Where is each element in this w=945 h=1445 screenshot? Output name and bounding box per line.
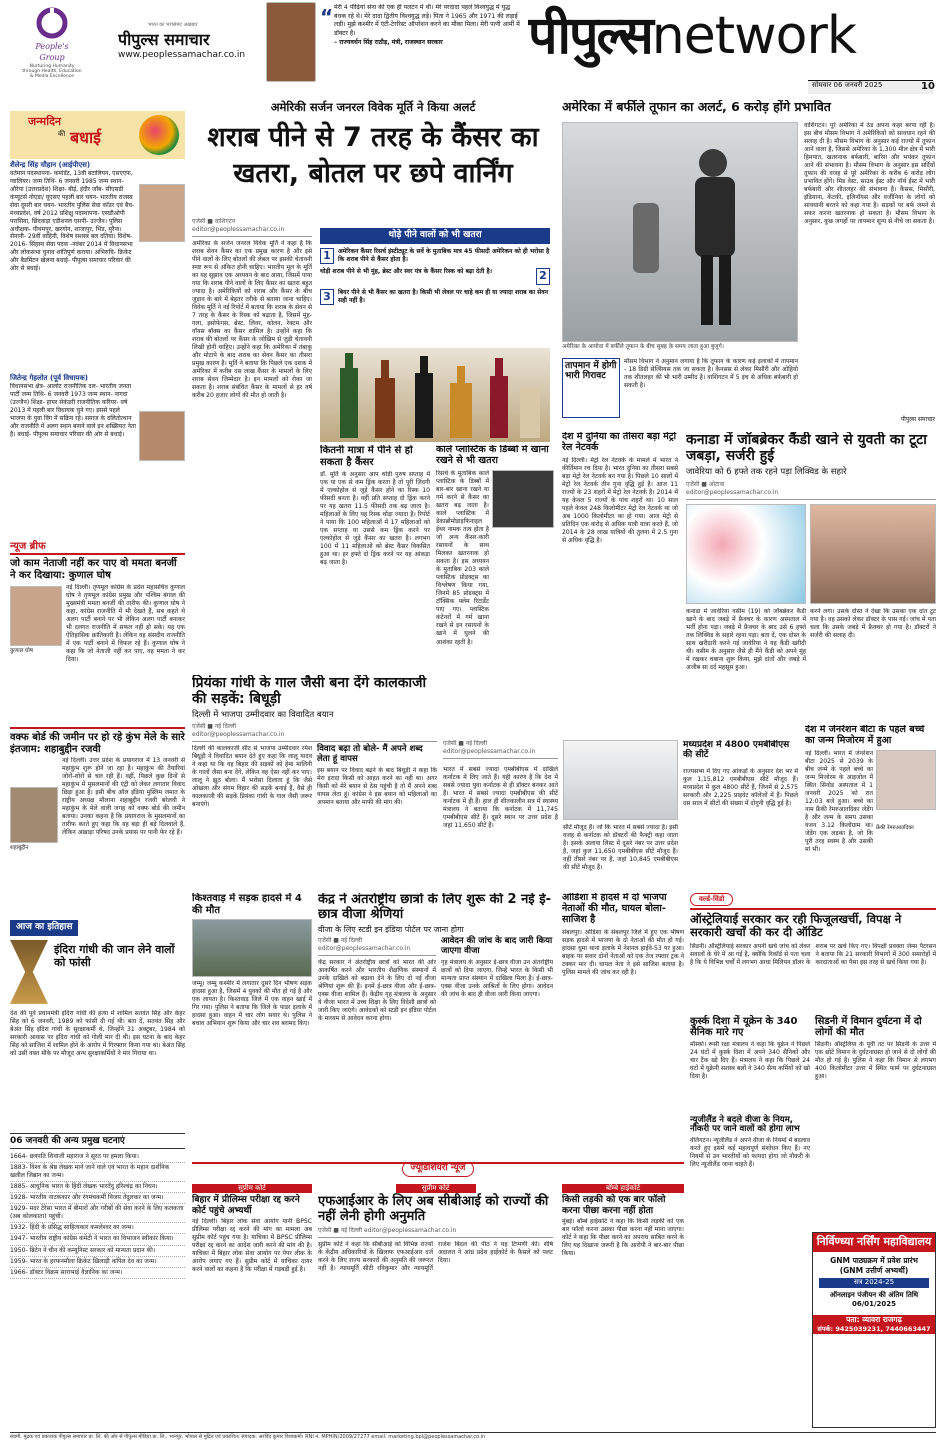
network-hi: पीपुल्स <box>528 6 652 66</box>
ad-phone: संपर्क: 9425039231, 7440663447 <box>813 1325 935 1334</box>
judiciary-label-pill: ज्यूडिशियरी न्यूज <box>402 1162 475 1177</box>
metro-headline: देश में दुनिया का तीसरा बड़ा मेट्रो रेल नेटवर्क <box>562 432 677 453</box>
quote-by: – राज्यवर्धन सिंह राठौड़, मंत्री, राजस्थान सरकार <box>334 38 443 46</box>
odisha-body: संबलपुर। ओडिशा के संबलपुर जिले में हुए एक भीषण सड़क हादसे में भाजपा के दो नेताओं की मौत हो गई। हादसा धुमा थाना इलाके में नेशनल हाईवे-53 पर हुआ। बाइक पर सवार दोनों नेताओं को एक तेज रफ्तार ट्रक ने टक्कर मार दी। घायल नेता ने इसे साजिश बताया है। पुलिस मामले की जांच कर रही है। <box>562 928 684 976</box>
list-item: 1947- भारतीय राष्ट्रीय कांग्रेस कमेटी ने भारत का विभाजन स्वीकार किया। <box>10 1234 185 1245</box>
p2-name: जितेन्द्र गेहलोत (पूर्व विधायक) <box>10 374 88 383</box>
birthday-title <box>10 111 185 159</box>
mizoram-headline: देश में जेनरेशन बीटा के पहले बच्चे का जन्म मिजोरम में हुआ <box>805 725 925 746</box>
sub-headline: कितनी मात्रा में पीने से हो सकता है कैंसर <box>320 445 413 468</box>
p1-photo <box>139 184 185 242</box>
visa-byline: एजेंसी ■ नई दिल्ली editor@peoplessamachar.co.in <box>318 937 436 956</box>
list-item: 1883- विश्व के श्रेष्ठ लेखक माने जाने वाले एवं भारत के महान दार्शनिक खलील जिब्रान का जन्म। <box>10 1163 185 1182</box>
priyanka-headline: प्रियंका गांधी के गाल जैसी बना देंगे कालकाजी की सड़कें: बिधूड़ी <box>192 675 427 708</box>
temperature-aside-title: तापमान में होगी भारी गिरावट <box>562 358 620 418</box>
mizoram-story <box>805 725 936 890</box>
karnataka-body: भारत में सबसे ज्यादा एमबीबीएस में दाखिले कर्नाटक में लिए जाते हैं। यही कारण है कि देश में सबसे ज्यादा युवा कर्नाटक से ही डॉक्टर बनकर आते हैं। भारत में सबसे ज्यादा एमबीबीएस की सीटें कर्नाटक में ही हैं। हाल ही शीतकालीन सत्र में स्वास्थ्य मंत्रालय ने बताया कि कर्नाटक में 11,745 एमबीबीएस सीटें हैं। दूसरे स्थान पर उत्तर प्रदेश है जहां 11,650 सीटें हैं। <box>443 766 558 830</box>
events-list <box>10 1152 185 1278</box>
mizoram-body: नई दिल्ली। भारत में जेनरेशन बीटा 2025 से 2039 के बीच जन्मे के पहले बच्चे का जन्म मिजोरम के आइजोल में स्थित सिनोड अस्पताल में 1 जनवरी 2025 को रात 12:03 बजे हुआ। बच्चे का नाम फ्रैंकी रेमरुआतदिका जेडेंग है और जन्म के समय उसका वजन 3.12 किलोग्राम था। जेडेंग एक लड़का है, जो कि पूरी तरह स्वस्थ है और उसकी मां भी। <box>805 749 873 854</box>
us-storm-body: वाशिंगटन। पूरे अमेरिका में ठंड अपना कहर बरपा रही है। इस बीच मौसम विभाग ने अमेरिकियों को सावधान रहने की सलाह दी है। मौसम विभाग के अनुसार कई राज्यों में तूफान आने वाला है, जिससे अमेरिका के 1,300 मील क्षेत्र में भारी हिमपात, खतरनाक बर्फबारी, बारिश और भयंकर तूफान आने की संभावना है। मौसम विभाग के अनुसार इस सर्दियों तूफान की वजह से पूरे अमेरिका के करीब 6 करोड़ लोग प्रभावित होंगे। मिड वेस्ट, साउथ ईस्ट और नॉर्थ ईस्ट में भारी बर्फबारी और शीतलहर की संभावना है। कैंसस, मिसौरी, इंडियाना, केंटकी, इलिनॉयस और वर्जीनिया के लोगों को सावधानी बरतने को कहा गया है। सड़कों पर बर्फ जमने से सफर करना खतरनाक हो सकता है। मौसम विभाग के अनुसार, कुछ जगहों पर तापमान शून्य से नीचे जा सकता है। <box>804 122 935 226</box>
group-emblem-icon <box>35 6 69 40</box>
odisha-story <box>562 893 684 1158</box>
list-item: 1929- मदर टेरेसा भारत में बीमारों और गरीबों की सेवा करने के लिए कलकत्ता (अब कोलकाता) पहुंचीं। <box>10 1204 185 1223</box>
metro-story <box>562 432 678 737</box>
priyanka-side-body: इस बयान पर विवाद बढ़ने के बाद बिधूड़ी ने कहा कि मेरा इरादा किसी को आहत करने का नहीं था। अगर किसी को मेरे बयान से ठेस पहुंची है तो मैं अपने शब्द वापस लेता हूं। कांग्रेस ने इस बयान को महिलाओं का अपमान बताया और माफी की मांग की। <box>317 766 437 806</box>
quote-text: मेरी 4 पीढ़ियां सेना की एक ही पलटन में थीं। मेरे परदादा पहले विश्वयुद्ध में युद्ध बंधक रहे थे। मेरे दादा द्वितीय विश्वयुद्ध लड़े। पिता ने 1965 और 1971 की लड़ाई लड़ी। मुझे कश्मीर में एंटी-टेररिस्ट ऑपरेशन करने का मौका मिला। मेरी पत्नी आर्मी में डॉक्टर है। <box>334 4 520 38</box>
judiciary-label <box>192 1162 684 1180</box>
sc2-byline: एजेंसी ■ नई दिल्ली editor@peoplessamachar.co.in <box>318 1227 553 1238</box>
lead-body: अमेरिका के सर्जन जनरल विवेक मूर्ति ने कहा है कि शराब सेवन कैंसर का एक प्रमुख कारण है और इसे पीने वालों के लिए बोतलों की लेबल पर इसकी चेतावनी स्पष्ट रूप से अंकित होनी चाहिए। भारतीय मूल के मूर्ति का यह सुझाव एक अध्ययन के बाद आया, जिसमें पाया गया कि शराब पीने वालों के लिए कैंसर का खतरा बहुत ज्यादा है। अमेरिकियों को शराब और कैंसर के बीच जुड़ाव के बारे में बेहतर तरीके से बताया जाना चाहिए। विवेक मूर्ति ने नई रिपोर्ट में बताया कि शराब के सेवन से 7 तरह के कैंसर के रिस्क को बढ़ाता है, जिसमें मुंह-गला, इसोफेगस, ब्रेस्ट, लिवर, कोलन, रेक्टम और वॉयस बॉक्स का कैंसर शामिल है। उन्होंने कहा कि शराब की बोतलों पर कैंसर के जोखिम से जुड़ी चेतावनी लिखी होनी चाहिए। उन्होंने कहा कि अमेरिका में तंबाकू और मोटापे के बाद शराब का सेवन कैंसर का तीसरा प्रमुख कारण है। मूर्ति ने बताया कि पिछले एक दशक में अमेरिका में करीब दस लाख कैंसर के मामलों के लिए शराब सेवन जिम्मेदार है। इन मामलों को रोका जा सकता है। शराब संबंधित कैंसर के मामलों से हर वर्ष करीब 20 हजार लोगों की मौत हो जाती है। <box>192 239 312 400</box>
judiciary-hc <box>562 1184 684 1428</box>
nursing-college-ad[interactable] <box>812 1232 936 1428</box>
sc2-body: सुप्रीम कोर्ट ने कहा कि सीबीआई को विभिन्न राज्यों के केंद्रीय अधिकारियों के खिलाफ एफआईआर दर्ज करने के लिए राज्य सरकारों की अनुमति की जरूरत नहीं है। न्यायमूर्ति सीटी रविकुमार और न्यायमूर्ति राजेश बिंदल की पीठ ने यह टिप्पणी की। शीर्ष अदालत ने आंध्र प्रदेश हाईकोर्ट के फैसले को पलट दिया। <box>318 1241 553 1273</box>
sc2-headline: एफआईआर के लिए अब सीबीआई को राज्यों की नहीं लेनी होगी अनुमति <box>318 1194 549 1225</box>
baby-photo <box>876 750 936 810</box>
us-storm-headline: अमेरिका में बर्फीले तूफान का अलर्ट, 6 करोड़ होंगे प्रभावित <box>562 100 831 114</box>
brief-2-photo <box>10 787 58 843</box>
canada-side-body: करने लगा। उसके दोस्त ने देखा कि उसका एक दांत टूट गया है। वह उसको लेकर डॉक्टर के पास गई। जांच में पता चला कि उसके जबड़े में फ्रैक्चर हो गया है। डॉक्टरों ने सर्जरी की सलाह दी। <box>810 608 936 640</box>
karnataka-story <box>443 740 798 890</box>
sub-body: डॉ. मूर्ति के अनुसार आप थोड़ी पुरुष सप्ताह में एक या एक से कम ड्रिंक करता है तो पूरी ज़िंदगी में एल्कोहोल से जुड़े कैंसर होने का रिस्क 10 फीसदी बनता है। वहीं प्रति सप्ताह दो ड्रिंक करने पर यह खतरा 11.5 फीसदी तक बढ़ जाता है। महिलाओं के लिए यह रिस्क थोड़ा ज्यादा है। रिपोर्ट ने पाया कि 100 महिलाओं में 17 महिलाओं को एक सप्ताह या उससे कम ड्रिंक करने पर एल्कोहोल से जुड़े कैंसर का खतरा है। लगभग 100 में 11 महिलाओं को ब्रेस्ट कैंसर विकसित हुआ था। हर हफ्ते दो ड्रिंक करने पर यह आंकड़ा बढ़ जाता है। <box>320 471 430 567</box>
minister-photo <box>266 2 316 82</box>
visa-story <box>318 893 553 1158</box>
mp-seats-body: राज्यसभा में दिए गए आंकड़ों के अनुसार देश भर में कुल 1,15,812 एमबीबीएस सीटें मौजूद हैं। मध्यप्रदेश में कुल 4800 सीटें हैं, जिनमें से 2,575 सरकारी और 2,225 प्राइवेट कॉलेजों में हैं। पिछले दस साल में सीटों की संख्या में दोगुनी वृद्धि हुई है। <box>683 768 798 808</box>
judiciary-sc1 <box>192 1184 312 1428</box>
world-label-pill: वर्ल्ड-विंडो <box>690 893 733 906</box>
kishtwar-photo <box>192 919 312 977</box>
canada-body: कनाडा में जावेरिया वसीम (19) को जॉबब्रेकर कैंडी खाने के बाद जबड़े में फ्रैक्चर के कारण अस्पताल में भर्ती होना पड़ा। जबड़े में फ्रैक्चर के बाद उसे 6 हफ्ते तक लिक्विड के सहारे रहना पड़ा। बता दें, एक दोस्त के साथ खरीदारी करने गई जावेरिया ने यह कैंडी खरीदी थी। वसीम के अनुसार जैसे ही मैंने कैंडी को अपने मुंह में रखकर चबाना शुरू किया, मुझे दांतों और जबड़े में अजीब सा दर्द महसूस हुआ। <box>686 608 806 672</box>
plastic-body: रिसर्च के मुताबिक काले प्लास्टिक के डिब्बों में बार-बार खाना रखने या गर्म करने से कैंसर का खतरा बढ़ जाता है। काले प्लास्टिक में डेकाब्रोमोडाइफिनाइल ईथर नामक तत्व होता है जो अन्य कैंसर-कारी रसायनों के साथ मिलकर खतरनाक हो सकता है। इस अध्ययन के मुताबिक 203 काले प्लास्टिक प्रोडक्ट्स का विश्लेषण किया गया, जिनमें 85 प्रोडक्ट्स में टॉक्सिक फ्लेम रिटार्डेंट पाए गए। प्लास्टिक कंटेनरों में गर्म खाना रखने से इन रसायनों के खाने में घुलने की आशंका रहती है। <box>436 469 489 646</box>
list-item: 1928- भारतीय नाटककार और रंगमंचकर्मी विजय तेंदुलकर का जन्म। <box>10 1193 185 1204</box>
history-label: आज का इतिहास <box>10 920 78 936</box>
brief-1-photo <box>10 586 62 646</box>
sc1-label: सुप्रीम कोर्ट <box>192 1184 312 1193</box>
brief-2-photo-caption: शहाबुद्दीन <box>10 845 29 852</box>
p1-name: शैलेन्द्र सिंह चौहान (आईपीएस) <box>10 161 91 169</box>
priyanka-byline: एजेंसी ■ नई दिल्ली editor@peoplessamachar.co.in <box>192 723 437 742</box>
birthday-title-top: जन्मदिन <box>28 115 62 128</box>
sc2-label: सुप्रीम कोर्ट <box>396 1184 476 1193</box>
date-bar <box>808 80 933 94</box>
list-item: 1664- छत्रपति शिवाजी महाराज ने सूरत पर हमला किया। <box>10 1152 185 1163</box>
p1-details: वर्तमान पदस्थापना- कमांडेंट, 13वीं बटालियन, एसएएफ, ग्वालियर। जन्म तिथि- 6 जनवरी 1985 जन्म स्थान- औरेया (उत्तरप्रदेश) शिक्षा- बीई, इंदौर जॉब- सीएसडी कंप्यूटर्स नोएडा/ यूएसए पहली बार चयन- भारतीय राजस्व सेवा दूसरी बार चयन- भारतीय पुलिस सेवा कॉडर एवं बैच-मध्यप्रदेश, वर्ष 2012 प्रशिक्षु पदस्थापना- एसडीओपी परासिया, छिंदवाड़ा एडीशनल एसपी- उज्जैन। पुलिस अधीक्षक- पीथमपुर, खरगोन, शाजापुर, भिंड, मुरैना। सेनानी- 29वीं वाहिनी, विशेष सशस्त्र बल दतिया। विशेष- 2016- सिंहस्थ सेवा पदक -नवंबर 2014 में विधानसभा और लोकसभा चुनाव शांतिपूर्ण कराया। अभिरुचि- क्रिकेट और बैडमिंटन खेलना बधाई- पीपुल्स समाचार परिवार की ओर से बधाई। <box>10 170 135 273</box>
kursk-headline: कुर्स्क दिशा में यूक्रेन के 340 सैनिक मारे गए <box>690 1015 798 1039</box>
other-events-title: 06 जनवरी की अन्य प्रमुख घटनाएं <box>10 1133 185 1149</box>
paper-pre: भारत का भरोसेमंद अख़बार <box>148 22 198 28</box>
p2-details: विधानसभा क्षेत्र- आलोट राजनीतिक दल- भारतीय जनता पार्टी जन्म तिथि- 6 जनवरी 1973 जन्म स्थान- नागदा (उज्जैन) शिक्षा- हायर सेकंडरी राजनीतिक करियर- वर्ष 2013 में पहली बार विधायक चुने गए। इससे पहले भाजपा के युवा विंग में सक्रिय रहे। समाज के दलितोत्थान और राजनीति में अलग स्थान बनाने वाले इन शख्सियत नेता है। बधाई- पीपुल्स समाचार परिवार की ओर से बधाई। <box>10 383 136 438</box>
list-item: 1932- हिंदी के प्रसिद्ध साहित्यकार कमलेश्वर का जन्म। <box>10 1223 185 1234</box>
hc-headline: किसी लड़की को एक बार फॉलो करना पीछा करना नहीं होता <box>562 1195 666 1216</box>
ad-address: पता: व्यावरा राजगढ़ <box>813 1315 935 1325</box>
visa-subhead: वीजा के लिए स्टडी इन इंडिया पोर्टल पर जाना होगा <box>318 924 464 934</box>
lead-byline: एजेंसी ■ वाशिंगटन editor@peoplessamachar.co.in <box>192 218 312 237</box>
peoples-group-logo <box>22 6 82 94</box>
lead-kicker: अमेरिकी सर्जन जनरल विवेक मूर्ति ने किया अलर्ट <box>270 100 476 114</box>
ad-line4: ऑनलाइन पंजीयन की अंतिम तिथि 06/01/2025 <box>829 1290 919 1308</box>
birthday-title-sub: की <box>58 130 66 138</box>
list-item: 1966- डॉक्टर विक्रम साराभाई वैज्ञानिक का जन्म। <box>10 1268 185 1279</box>
p2-photo <box>139 411 185 461</box>
us-storm-credit: पीपुल्स समाचार <box>900 416 935 423</box>
list-item: 1885- आधुनिक भारत के हिंदी लेखक भारतेंदु हरिश्चंद्र का निधन। <box>10 1182 185 1193</box>
nz-headline: न्यूजीलैंड ने बदले वीजा के नियम, नौकरी पर जाने वालों को होगा लाभ <box>690 1114 800 1135</box>
kishtwar-headline: किश्तवाड़ में सड़क हादसे में 4 की मौत <box>192 893 302 916</box>
quote-block <box>320 4 520 92</box>
pointer-title: थोड़े पीने वालों को भी खतरा <box>320 228 550 244</box>
stethoscope-photo <box>563 740 678 820</box>
nz-body: वेलिंगटन। न्यूजीलैंड ने अपने वीजा के नियमों में बदलाव करते हुए इसमें कई महत्वपूर्ण संशोधन किए हैं। नए नियमों से उन भारतीयों को फायदा होगा जो नौकरी के लिए न्यूजीलैंड जाना चाहते हैं। <box>690 1137 810 1169</box>
sc1-body: नई दिल्ली। बिहार लोक सेवा आयोग यानी BPSC प्रीलिम्स परीक्षा रद्द करने की मांग का मामला अब सुप्रीम कोर्ट पहुंच गया है। याचिका में BPSC प्रीलिम्स परीक्षा रद्द करने का आदेश जारी करने की मांग की है। याचिका में बिहार लोक सेवा आयोग पर पेपर लीक के आरोप लगाए गए हैं। सुप्रीम कोर्ट में याचिका दायर करने वालों का कहना है कि परीक्षा में गड़बड़ी हुई है। <box>192 1217 312 1274</box>
world-window-section <box>690 893 936 1228</box>
hc-label: बॉम्बे हाईकोर्ट <box>562 1184 684 1193</box>
sydney-body: सिडनी। ऑस्ट्रेलिया के पूर्वी तट पर सिडनी के उत्तर में एक छोटे विमान के दुर्घटनाग्रस्त हो जाने से दो लोगों की मौत हो गई है। पुलिस ने कहा कि विमान से लगभग 400 किलोमीटर उत्तर में स्थित फार्म पर दुर्घटनाग्रस्त हुआ। <box>815 1040 936 1080</box>
aus-headline: ऑस्ट्रेलियाई सरकार कर रही फिजूलखर्ची, विपक्ष ने सरकारी खर्चों की कर दी ऑडिट <box>690 912 902 940</box>
canada-byline: एजेंसी ■ ओटावा editor@peoplessamachar.co.in <box>686 481 936 500</box>
plastic-headline: काले प्लास्टिक के डिब्बों में खाना रखने से भी खतरा <box>436 445 549 466</box>
visa-side-headline: आवेदन की जांच के बाद जारी किया जाएगा वीजा <box>441 936 553 957</box>
snow-walker-icon <box>563 123 799 343</box>
us-storm-story <box>562 100 935 430</box>
visa-side-body: गृह मंत्रालय के अनुसार ई-छात्र वीजा उन अंतर्राष्ट्रीय छात्रों को दिया जाएगा, जिन्हें भारत के किसी भी मान्यता प्राप्त संस्थान में दाखिला मिला है। ई-छात्र-एक्स वीजा उनके आश्रितों के लिए होगा। आवेदन की जांच के बाद ही वीजा जारी किया जाएगा। <box>441 958 553 999</box>
network-en: network <box>651 6 856 66</box>
pointer-num-1: 1 <box>320 248 334 265</box>
kursk-body: मॉस्को। रूसी रक्षा मंत्रालय ने कहा कि यूक्रेन ने पिछले 24 घंटों में कुर्स्क दिशा में अपने 340 सैनिकों और चार टैंक खो दिए हैं। मंत्रालय ने कहा कि पिछले 24 घंटों में यूक्रेनी सशस्त्र बलों ने 340 सैन्य कर्मियों को खो दिया है। <box>690 1040 810 1080</box>
issue-date: सोमवार 06 जनवरी 2025 <box>812 81 883 89</box>
brief-1-body: नई दिल्ली। तृणमूल कांग्रेस के प्रदेश महासचिव कुणाल घोष ने तृणमूल कांग्रेस प्रमुख और पश्चिम बंगाल की मुख्यमंत्री ममता बनर्जी की तारीफ की। कुणाल घोष ने कहा, कांग्रेस राजनीति में भी देखते हैं, सब कहते थे अलग पार्टी बनाने पर भी लेकिन अलग पार्टी बनाकर भी दलगत राजनीति में सफल नहीं हो सके। यह एक ऐतिहासिक क्रांतिकारी है। लेकिन वह संसदीय राजनीति में एक पार्टी बनाने में विफल रहे हैं। कुणाल घोष ने कहा कि जो नेताजी नहीं कर पाए, वह ममता ने कर दिया। <box>66 584 185 664</box>
pointer-num-2: 2 <box>536 268 550 285</box>
priyanka-story <box>192 675 437 890</box>
kishtwar-body: जम्मू। जम्मू कश्मीर में लगातार दूसरे दिन भीषण सड़क हादसा हुआ है, जिसमें 4 युवकों की मौत हो गई है और एक लापता है। किश्तवाड़ जिले में एक वाहन खाई में गिर गया। पुलिस ने बताया कि जिले के पाडर इलाके में हादसा हुआ। वाहन में चार लोग सवार थे। पुलिस ने बचाव अभियान शुरू किया और चार शव बरामद किए। <box>192 980 312 1028</box>
priyanka-body: दिल्ली की कालकाजी सीट से भाजपा उम्मीदवार रमेश बिधूड़ी ने विवादित बयान देते हुए कहा कि लालू यादव ने कहा था कि वह बिहार की सड़कों को हेमा मालिनी के गालों जैसा बना देंगे, लेकिन वह ऐसा नहीं कर पाए। लालू ने झूठ बोला। मैं भरोसा दिलाता हूं कि जैसे ओखला और संगम विहार की सड़कें बनाई हैं, वैसे ही कालकाजी की सड़कें प्रियंका गांधी के गाल जैसी जरूर बनाएंगे। <box>192 745 312 809</box>
news-brief-label: न्यूज ब्रीफ <box>10 540 185 555</box>
paper-name: पीपुल्स समाचार <box>118 29 210 49</box>
paper-title-block <box>118 22 268 72</box>
sub-story-quantity <box>320 445 430 673</box>
network-logo <box>528 2 943 92</box>
canada-story <box>686 432 936 722</box>
visa-body: केंद्र सरकार ने अंतर्राष्ट्रीय छात्रों को भारत की ओर आकर्षित करने और भारतीय शैक्षणिक संस्थानों में उनके दाखिले को बढ़ावा देने के लिए दो नई वीजा श्रेणियां शुरू की हैं। इनमें ई-छात्र वीजा और ई-छात्र-एक्स वीजा शामिल हैं। केंद्रीय गृह मंत्रालय के अनुसार ये वीजा भारत में उच्च शिक्षा के लिए विदेशी छात्रों को जारी किए जाएंगे। आवेदकों को स्टडी इन इंडिया पोर्टल के माध्यम से आवेदन करना होगा। <box>318 959 436 1023</box>
group-name: People's Group <box>35 42 69 62</box>
pointer-1: अमेरिकन कैंसर रिसर्च इंस्टीट्यूट के सर्वे के मुताबिक मात्र 45 फीसदी अमेरिकन को ही भरोसा है कि शराब पीने से कैंसर होता है। <box>338 247 550 263</box>
list-item: 1959- भारत के हरफनमौला क्रिकेट खिलाड़ी कपिल देव का जन्म। <box>10 1257 185 1268</box>
metro-body: नई दिल्ली। मेट्रो रेल नेटवर्क के मामले में भारत ने कीर्तिमान रच दिया है। भारत दुनिया का तीसरा सबसे बड़ा मेट्रो रेल नेटवर्क बन गया है। पिछले 10 सालों में मेट्रो रेल नेटवर्क तीन गुना वृद्धि हुई है। आज 11 राज्यों के 23 शहरों में मेट्रो रेल नेटवर्क है। 2014 में यह केवल 5 राज्यों के पांच शहरों था। 10 साल पहले केवल 248 किलोमीटर मेट्रो रेल नेटवर्क था जो अब 1000 किलोमीटर का हो गया। आज मेट्रो से प्रतिदिन एक करोड़ से अधिक यात्री यात्रा करते हैं, जो 2014 के 28 लाख यात्रियों की तुलना में 2.5 गुना से अधिक वृद्धि है। <box>562 456 678 545</box>
website-link[interactable]: www.peoplessamachar.co.in <box>118 49 246 60</box>
history-section <box>10 920 185 1428</box>
judiciary-sc2 <box>318 1184 553 1428</box>
ad-line2: (GNM उत्तीर्ण अभ्यर्थी) <box>839 1265 909 1275</box>
ad-line1: GNM पाठ्यक्रम में प्रवेश प्रारंभ <box>830 1255 918 1265</box>
hc-body: मुंबई। बॉम्बे हाईकोर्ट ने कहा कि किसी लड़की को एक बार फॉलो करना उसका पीछा करना नहीं माना जाएगा। कोर्ट ने कहा कि पीछा करने का अपराध साबित करने के लिए यह दिखाना जरूरी है कि आरोपी ने बार-बार पीछा किया। <box>562 1217 684 1258</box>
priyanka-subhead: दिल्ली में भाजपा उम्मीदवार का विवादित बयान <box>192 710 334 721</box>
ad-title: निर्विण्ध्या नर्सिंग महाविद्यालय <box>813 1233 935 1252</box>
plastic-story <box>436 445 554 673</box>
canada-photo-candy <box>686 504 806 604</box>
pointer-num-3: 3 <box>320 289 334 306</box>
canada-headline: कनाडा में जॉबब्रेकर कैंडी खाने से युवती का टूटा जबड़ा, सर्जरी हुई <box>686 432 927 465</box>
kishtwar-story <box>192 893 312 1155</box>
pointer-2: थोड़ी शराब पीने से भी मुंह, ब्रेस्ट और स्वर यंत्र के कैंसर रिस्क को बढ़ा देती है। <box>320 268 493 276</box>
pointer-3: बियर पीने से भी कैंसर का खतरा है। किसी भी लेवल पर चाहे कम ही या ज्यादा शराब का सेवन सही नहीं है। <box>338 288 549 304</box>
canada-photo-girl <box>810 504 936 604</box>
imprint-footer: स्वामी, मुद्रक एवं प्रकाशक पीपुल्स समाचार प्रा. लि. की ओर से पीपुल्स मीडिया प्रा. लि., भानपुर, भोपाल से मुद्रित एवं प्रकाशित। संपादक: अरविंद कुमार विश्वकर्मा। RNI नं. MPHIN/2009/27277 email: marketing.bpl@peoplessamachar.co.in <box>10 1432 936 1443</box>
odisha-headline: ओडिशा में हादसे में दो भाजपा नेताओं की मौत, घायल बोला- साजिश है <box>562 893 667 925</box>
birthday-title-main: बधाई <box>70 128 101 147</box>
news-brief-section <box>10 540 185 915</box>
masthead <box>0 0 945 97</box>
priyanka-side-headline: विवाद बढ़ा तो बोले- मैं अपने शब्द लेता हूं वापस <box>317 744 423 764</box>
page-number: 10 <box>921 81 935 92</box>
brief-2-headline: वक्फ बोर्ड की जमीन पर हो रहे कुंभ मेले के सारे इंतजाम: शहाबुद्दीन रजवी <box>10 732 185 755</box>
pointer-box <box>320 228 550 348</box>
sc1-headline: बिहार में प्रीलिम्स परीक्षा रद्द करने कोर्ट पहुंचे अभ्यर्थी <box>192 1195 300 1216</box>
ad-line3: सत्र 2024-25 <box>819 1278 929 1287</box>
flower-bouquet-icon <box>139 115 179 155</box>
baby-photo-caption: फ्रेंकी रेमरुआतदिका <box>876 825 914 831</box>
canada-subhead: जावेरिया को 6 हफ्ते तक रहने पड़ा लिक्विड के सहारे <box>686 467 847 478</box>
history-body: देश की पूर्व प्रधानमंत्री इंदिरा गांधी की हत्या में शामिल सतवंत सिंह और केहर सिंह को 6 जनवरी, 1989 को फांसी दी गई थी। बता दें, सतवंत सिंह और बेअंत सिंह इंदिरा गांधी के सुरक्षाकर्मी थे, जिन्होंने 31 अक्टूबर, 1984 को सरकारी आवास पर इंदिरा गांधी को गोली मार दी थी। इस घटना के बाद केहर सिंह को साजिश में शामिल होने के आरोप में गिरफ्तार किया गया था। बेअंत सिंह को उसी वक्त मौके पर मौजूद अन्य सुरक्षाकर्मियों ने मार गिराया था। <box>10 1009 185 1058</box>
brief-1-photo-caption: कुणाल घोष <box>10 648 33 655</box>
lead-story-text <box>192 218 312 558</box>
karnataka-byline: एजेंसी ■ नई दिल्ली editor@peoplessamachar.co.in <box>443 740 558 759</box>
world-label <box>690 893 936 910</box>
divider <box>10 727 185 729</box>
plastic-photo <box>492 470 554 528</box>
list-item: 1950- ब्रिटेन ने चीन की कम्युनिस्ट सरकार को मान्यता प्रदान की। <box>10 1246 185 1257</box>
brief-2-body: नई दिल्ली। उत्तर प्रदेश के प्रयागराज में 13 जनवरी से महाकुंभ शुरू होने जा रहा है। महाकुंभ की तैयारियां जोरों-शोरों से चल रही हैं। वहीं, पिछले कुछ दिनों से महाकुंभ में मुसलमानों की एंट्री को लेकर लगातार विवाद छिड़ा हुआ है। इसी बीच ऑल इंडिया मुस्लिम जमात के राष्ट्रीय अध्यक्ष मौलाना शहाबुद्दीन रजवी बरेलवी ने महाकुंभ के मेले वाली जगह को वक्फ बोर्ड की जमीन बताया। उनका कहना है कि प्रयागराज के मुसलमानों का तारीफ करते हुए कहा कि यह बड़ा ही बड़े दिलवाले हैं, लेकिन अखाड़ा परिषद उनके प्रयास पर पानी फेर रहे हैं। <box>62 757 185 837</box>
quote-mark-icon: “ <box>320 5 334 29</box>
hourglass-icon <box>10 940 48 1004</box>
lead-headline: शराब पीने से 7 तरह के कैंसर का खतरा, बोतल पर छपे वार्निंग <box>207 122 539 190</box>
history-headline: इंदिरा गांधी की जान लेने वालों को फांसी <box>54 942 175 969</box>
us-storm-photo-caption: अमेरिका के आयोवा में बर्फीले तूफान के बीच सुबह के समय जाता हुआ बुजुर्ग। <box>562 344 724 350</box>
bottles-illustration-icon <box>320 348 550 442</box>
aus-body: सिडनी। ऑस्ट्रेलियाई सरकार अपनी खर्च जांच को लेकर सवालों के घेरे में आ गई है, क्योंकि रिकॉर्ड से पता चला है कि ये विभिन्न चर्चों में लगभग आधा मिलियन डॉलर के शराब पर खर्च किए गए। विपक्षी प्रवक्ता जेम्स पैटरसन ने बताया कि 21 सरकारी विभागों में 300 समारोहों में करदाताओं का पैसा इस तरह से खर्च किया गया है। <box>690 942 936 966</box>
brief-1-headline: जो काम नेताजी नहीं कर पाए वो ममता बनर्जी ने कर दिखाया: कुणाल घोष <box>10 558 177 581</box>
us-storm-photo <box>562 122 798 342</box>
mp-seats-headline: मध्यप्रदेश में 4800 एमबीबीएस की सीटें <box>683 740 790 761</box>
karnataka-mid-body: सीटें मौजूद हैं। जो कि भारत में सबसे ज्यादा है। इसी वजह से कर्नाटक को डॉक्टरों की फैक्ट्री कहा जाता है। इसके अलावा लिस्ट में दूसरे नंबर पर उत्तर प्रदेश है, जहां कुल 11,650 एमबीबीएस सीटें मौजूद हैं। वहीं तीसरे नंबर पर है, जहां 10,845 एमबीबीएस की सीटें मौजूद हैं। <box>563 824 678 872</box>
group-tagline: Nurturing Humanity through Health, Education & Media Excellence <box>22 63 82 80</box>
bottles-photo <box>320 348 550 442</box>
birthday-section <box>10 111 185 534</box>
sydney-headline: सिडनी में विमान दुर्घटना में दो लोगों की मौत <box>815 1015 922 1039</box>
temperature-aside-body: मौसम विभाग ने अनुमान लगाया है कि तूफान के कारण कई इलाकों में तापमान - 18 डिग्री सेल्सियस तक जा सकता है। कैनसस से लेकर मिसौरी और ओहियो तक शीतलहर की भी भारी उम्मीद है। वाशिंगटन में 5 इंच से अधिक बर्फबारी हो सकती है। <box>624 358 798 390</box>
visa-headline: केंद्र ने अंतर्राष्ट्रीय छात्रों के लिए शुरू की 2 नई ई-छात्र वीजा श्रेणियां <box>318 893 551 922</box>
